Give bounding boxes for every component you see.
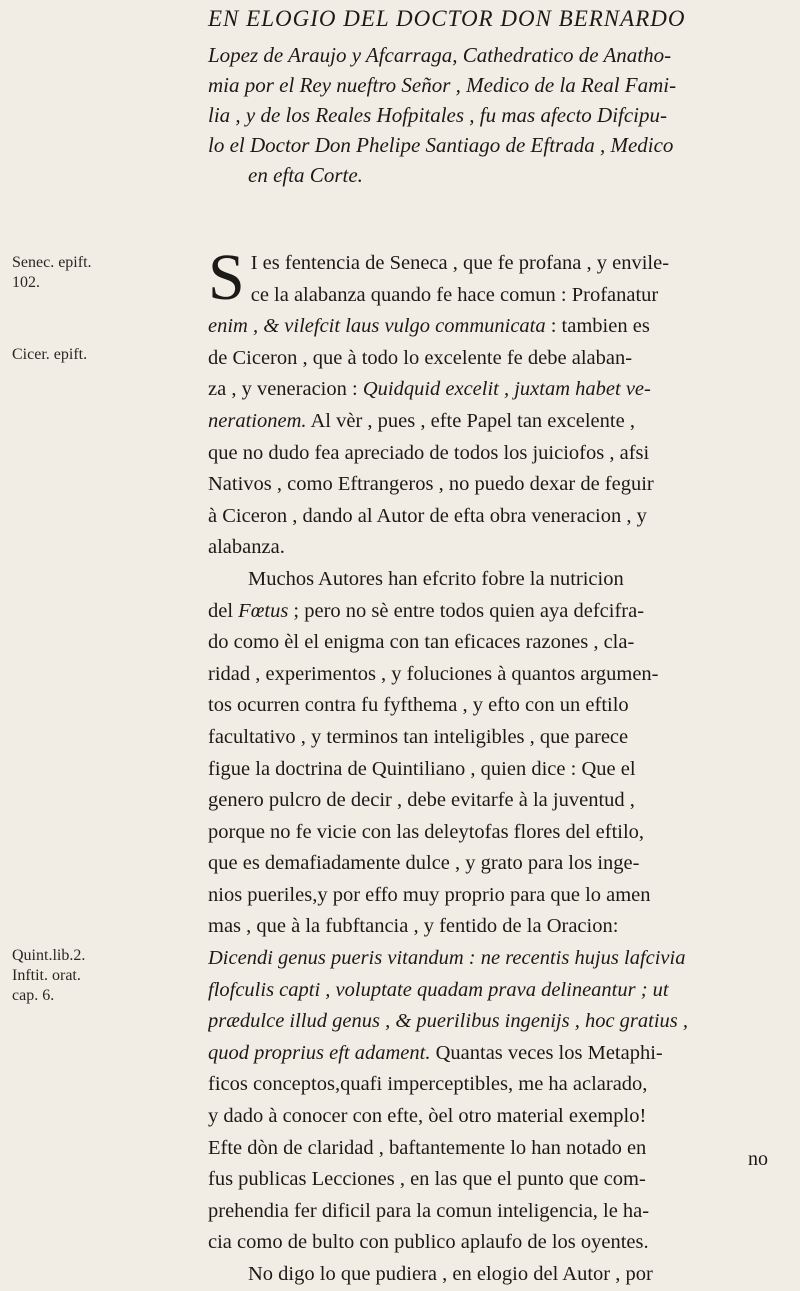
text-line: porque no fe vicie con las deleytofas flores del eftilo, <box>208 820 645 843</box>
text-line <box>208 596 786 628</box>
heading-line: lo el Doctor Don Phelipe Santiago de Eftrada , Medico <box>208 133 674 157</box>
drop-cap: S <box>208 241 245 314</box>
text-line: tos ocurren contra fu fyfthema , y efto con un eftilo <box>208 694 629 717</box>
text-line: cia como de bulto con publico aplaufo de los oyentes. <box>208 1231 649 1254</box>
text-line: prehendia fer dificil para la comun inteligencia, le ha- <box>208 1199 650 1222</box>
text-fragment: ce la alabanza quando fe hace comun : Profanatur <box>250 283 659 306</box>
text-line: y dado à conocer con efte, òel otro material exemplo! <box>208 1105 647 1128</box>
text-line: genero pulcro de decir , debe evitarfe à la juventud , <box>208 789 635 812</box>
text-fragment: Quantas veces los Metaphi- <box>430 1041 663 1064</box>
margin-note-quintilian <box>12 946 85 1006</box>
text-line: que no dudo fea apreciado de todos los juiciofos , afsi <box>208 441 650 464</box>
text-fragment: Al vèr , pues , efte Papel tan excelente , <box>306 409 635 432</box>
text-line: mas , que à la fubftancia , y fentido de la Oracion: <box>208 915 619 938</box>
body-text <box>208 241 786 1291</box>
text-line <box>208 311 786 343</box>
heading-line: lia , y de los Reales Hofpitales , fu mas afecto Difcipu- <box>208 103 668 127</box>
text-fragment: del <box>208 599 239 622</box>
text-fragment: ; pero no sè entre todos quien aya defcifra- <box>288 599 645 622</box>
text-line: fus publicas Lecciones , en las que el punto que com- <box>208 1168 646 1191</box>
dedication-heading <box>208 40 786 190</box>
text-line: de Ciceron , que à todo lo excelente fe debe alaban- <box>208 346 633 369</box>
margin-note-line: cap. 6. <box>12 987 55 1004</box>
latin-quote-line: Dicendi genus pueris vitandum : ne recentis hujus lafcivia <box>208 947 686 970</box>
text-line <box>208 406 786 438</box>
text-line: nios pueriles,y por effo muy proprio para que lo amen <box>208 883 651 906</box>
latin-quote: nerationem. <box>208 409 307 432</box>
running-head: EN ELOGIO DEL DOCTOR DON BERNARDO <box>208 6 686 31</box>
text-line <box>208 374 786 406</box>
margin-note-line: Quint.lib.2. <box>12 947 86 964</box>
text-line: figue la doctrina de Quintiliano , quien dice : Que el <box>208 757 636 780</box>
text-line: Efte dòn de claridad , baftantemente lo han notado en <box>208 1136 647 1159</box>
margin-note-line: Inftit. orat. <box>12 967 81 984</box>
heading-line: en efta Corte. <box>248 163 363 187</box>
latin-quote: enim , & vilefcit laus vulgo communicata <box>208 315 546 338</box>
text-line: No digo lo que pudiera , en elogio del Autor , por <box>248 1263 653 1285</box>
text-line: do como èl el enigma con tan eficaces razones , cla- <box>208 631 635 654</box>
text-line <box>251 280 786 312</box>
text-line: à Ciceron , dando al Autor de efta obra veneracion , y <box>208 504 647 527</box>
latin-quote: quod proprius eft adament. <box>208 1041 431 1064</box>
margin-note-seneca <box>12 253 92 293</box>
text-line: ficos conceptos,quafi imperceptibles, me ha aclarado, <box>208 1073 648 1096</box>
text-line <box>208 1038 786 1070</box>
text-line: ridad , experimentos , y foluciones à quantos argumen- <box>208 662 659 685</box>
text-fragment: za , y veneracion : <box>208 378 363 401</box>
margin-note-line: 102. <box>12 274 40 291</box>
text-line: facultativo , y terminos tan inteligibles , que parece <box>208 725 629 748</box>
text-fragment: : tambien es <box>545 315 650 338</box>
heading-line: Lopez de Araujo y Afcarraga, Cathedratico de Anatho- <box>208 43 672 67</box>
text-line: I es fentencia de Seneca , que fe profana , y envile- <box>250 252 670 274</box>
latin-quote-line: prædulce illud genus , & puerilibus ingenijs , hoc gratius , <box>208 1010 689 1033</box>
latin-quote: Quidquid excelit , juxtam habet ve- <box>362 378 651 401</box>
margin-note-line: Senec. epift. <box>12 254 92 271</box>
margin-note-cicero <box>12 345 87 365</box>
catchword: no <box>748 1148 768 1170</box>
latin-term: Fœtus <box>238 599 289 622</box>
text-line: Nativos , como Eftrangeros , no puedo dexar de feguir <box>208 473 654 496</box>
text-line: alabanza. <box>208 536 285 559</box>
latin-quote-line: flofculis capti , voluptate quadam prava delineantur ; ut <box>208 978 669 1001</box>
text-line: Muchos Autores han efcrito fobre la nutricion <box>248 567 624 590</box>
heading-line: mia por el Rey nueftro Señor , Medico de la Real Fami- <box>208 73 677 97</box>
margin-note-line: Cicer. epift. <box>12 346 88 363</box>
text-line: que es demafiadamente dulce , y grato para los inge- <box>208 852 640 875</box>
